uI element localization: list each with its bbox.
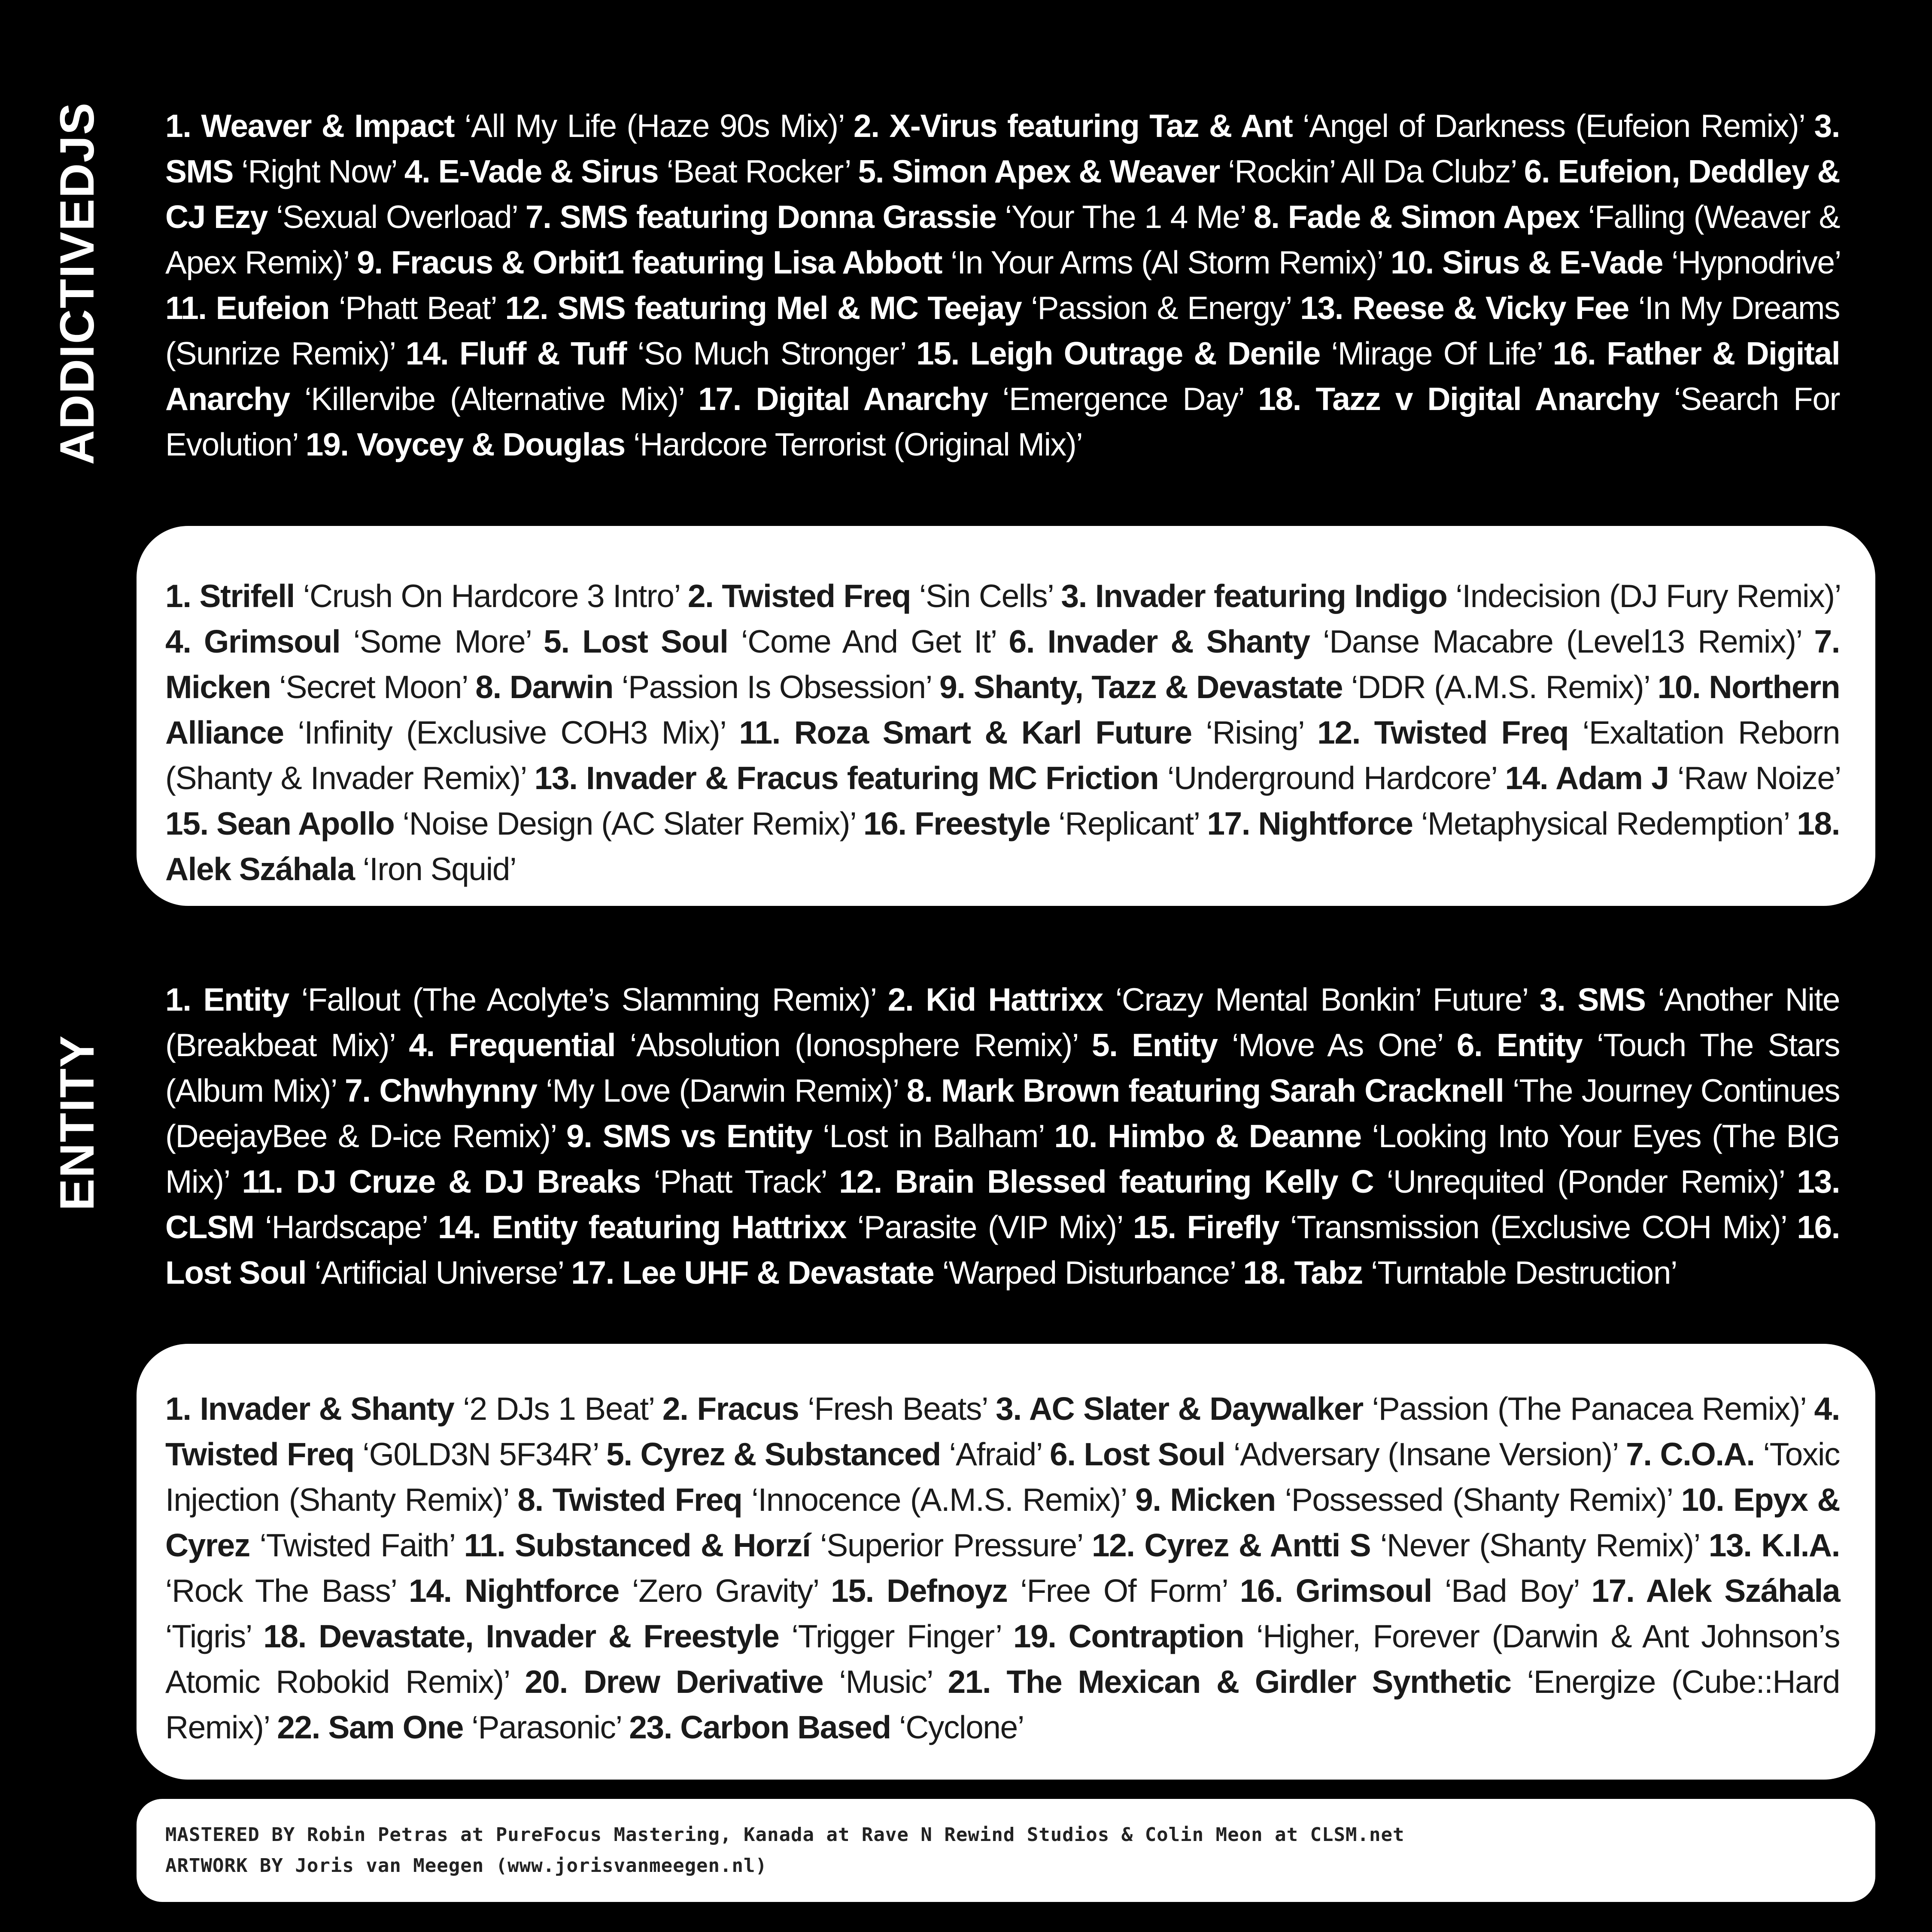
track-artist: 11. Roza Smart & Karl Future [739, 714, 1192, 750]
track-title: ‘Phatt Beat’ [339, 290, 496, 326]
track-title: ‘2 DJs 1 Beat’ [463, 1391, 653, 1427]
track-artist: 12. Twisted Freq [1317, 714, 1569, 750]
track-artist: 2. Fracus [662, 1391, 799, 1427]
track-title: ‘Noise Design (AC Slater Remix)’ [402, 805, 855, 841]
track-artist: 18. Devastate, Invader & Freestyle [263, 1618, 779, 1654]
track-title: ‘Free Of Form’ [1020, 1573, 1227, 1609]
track-item [438, 1209, 1122, 1245]
track-item [839, 1163, 1784, 1200]
track-title: ‘Fresh Beats’ [808, 1391, 987, 1427]
track-item [1135, 1482, 1672, 1518]
track-item [858, 153, 1516, 189]
track-title: ‘Danse Macabre (Level13 Remix)’ [1323, 623, 1801, 659]
track-item [165, 578, 679, 614]
track-title: ‘Fallout (The Acolyte’s Slamming Remix)’ [301, 981, 875, 1018]
track-artist: 11. Substanced & Horzí [464, 1527, 811, 1563]
track-title: ‘Passion (The Panacea Remix)’ [1372, 1391, 1805, 1427]
track-title: ‘My Love (Darwin Remix)’ [546, 1072, 898, 1109]
track-artist: 16. Father & Digital Anarchy [165, 335, 1840, 417]
track-item [1207, 805, 1789, 841]
track-item [1391, 244, 1840, 280]
track-artist: 16. Lost Soul [165, 1209, 1840, 1291]
track-item [566, 1118, 1043, 1154]
track-item [517, 1482, 1126, 1518]
tracklist-addictivedjs [165, 103, 1840, 467]
track-title: ‘Music’ [839, 1664, 932, 1700]
track-item [662, 1391, 987, 1427]
track-title: ‘The Journey Continues (DeejayBee & D-ice Remix)’ [165, 1072, 1840, 1154]
track-title: ‘Come And Get It’ [741, 623, 996, 659]
track-artist: 15. Leigh Outrage & Denile [916, 335, 1320, 371]
track-artist: 18. Tazz v Digital Anarchy [1258, 381, 1659, 417]
tracklist-shanty [165, 1386, 1840, 1750]
track-artist: 13. Invader & Fracus featuring MC Friction [534, 760, 1159, 796]
track-title: ‘Crazy Mental Bonkin’ Future’ [1115, 981, 1527, 1018]
track-title: ‘Possessed (Shanty Remix)’ [1285, 1482, 1672, 1518]
track-item [916, 335, 1542, 371]
track-title: ‘Turntable Destruction’ [1371, 1255, 1677, 1291]
track-title: ‘Looking Into Your Eyes (The BIG Mix)’ [165, 1118, 1840, 1200]
track-title: ‘Underground Hardcore’ [1167, 760, 1496, 796]
track-title: ‘Bad Boy’ [1445, 1573, 1579, 1609]
credit-artwork: ARTWORK BY Joris van Meegen (www.jorisvanmeegen.nl) [165, 1855, 768, 1877]
track-artist: 13. CLSM [165, 1163, 1840, 1245]
track-item [1243, 1255, 1677, 1291]
track-title: ‘Raw Noize’ [1677, 760, 1840, 796]
track-title: ‘Absolution (Ionosphere Remix)’ [629, 1027, 1078, 1063]
track-item [1009, 623, 1801, 659]
track-artist: 4. Grimsoul [165, 623, 340, 659]
track-item [698, 381, 1243, 417]
track-title: ‘Beat Rocker’ [666, 153, 850, 189]
track-item [409, 1573, 818, 1609]
track-artist: 14. Nightforce [408, 1573, 619, 1609]
track-title: ‘G0LD3N 5F34R’ [362, 1436, 598, 1472]
track-artist: 1. Entity [165, 981, 289, 1018]
track-title: ‘Search For Evolution’ [165, 381, 1840, 462]
track-item [464, 1527, 1082, 1563]
track-item [526, 199, 1245, 235]
track-item [606, 1436, 1041, 1472]
track-title: ‘Touch The Stars (Album Mix)’ [165, 1027, 1840, 1109]
track-artist: 10. Northern Alliance [165, 669, 1840, 750]
track-item [1092, 1527, 1699, 1563]
track-item [939, 669, 1649, 705]
track-artist: 1. Weaver & Impact [165, 108, 455, 144]
track-item [242, 1163, 826, 1200]
track-item [1505, 760, 1840, 796]
track-artist: 21. The Mexican & Girdler Synthetic [948, 1664, 1511, 1700]
track-artist: 18. Alek Száhala [165, 805, 1840, 887]
track-artist: 15. Defnoyz [831, 1573, 1008, 1609]
track-title: ‘Your The 1 4 Me’ [1005, 199, 1245, 235]
track-item [1240, 1573, 1579, 1609]
track-item [165, 981, 875, 1018]
track-item [406, 335, 905, 371]
track-artist: 4. E-Vade & Sirus [404, 153, 659, 189]
track-artist: 19. Contraption [1013, 1618, 1244, 1654]
track-artist: 1. Strifell [165, 578, 295, 614]
track-artist: 2. Twisted Freq [687, 578, 911, 614]
track-title: ‘Passion & Energy’ [1031, 290, 1291, 326]
track-item [854, 108, 1804, 144]
track-artist: 3. SMS [165, 108, 1840, 189]
track-artist: 3. Invader featuring Indigo [1061, 578, 1447, 614]
track-title: ‘So Much Stronger’ [637, 335, 905, 371]
track-title: ‘Indecision (DJ Fury Remix)’ [1455, 578, 1840, 614]
track-artist: 9. SMS vs Entity [566, 1118, 812, 1154]
credits-box [137, 1799, 1875, 1902]
track-title: ‘Zero Gravity’ [632, 1573, 818, 1609]
track-artist: 6. Entity [1456, 1027, 1583, 1063]
track-item [505, 290, 1291, 326]
track-title: ‘Hypnodrive’ [1671, 244, 1840, 280]
track-item [888, 981, 1527, 1018]
track-artist: 12. Brain Blessed featuring Kelly C [839, 1163, 1374, 1200]
track-artist: 10. Himbo & Deanne [1054, 1118, 1361, 1154]
track-artist: 17. Nightforce [1207, 805, 1413, 841]
track-title: ‘Twisted Faith’ [259, 1527, 454, 1563]
track-item [165, 623, 531, 659]
track-artist: 17. Alek Száhala [1591, 1573, 1840, 1609]
track-artist: 15. Sean Apollo [165, 805, 395, 841]
track-item [1050, 1436, 1617, 1472]
track-artist: 2. X-Virus featuring Taz & Ant [853, 108, 1293, 144]
track-artist: 17. Lee UHF & Devastate [571, 1255, 934, 1291]
track-artist: 23. Carbon Based [629, 1709, 891, 1745]
track-title: ‘Toxic Injection (Shanty Remix)’ [165, 1436, 1840, 1518]
track-artist: 6. Invader & Shanty [1009, 623, 1310, 659]
track-artist: 19. Voycey & Douglas [305, 426, 625, 462]
track-title: ‘Superior Pressure’ [820, 1527, 1082, 1563]
track-artist: 11. DJ Cruze & DJ Breaks [242, 1163, 641, 1200]
track-item [165, 290, 496, 326]
track-title: ‘Lost in Balham’ [823, 1118, 1044, 1154]
track-title: ‘Tigris’ [165, 1618, 251, 1654]
track-title: ‘Hardcore Terrorist (Original Mix)’ [633, 426, 1083, 462]
track-title: ‘Move As One’ [1232, 1027, 1443, 1063]
track-title: ‘Transmission (Exclusive COH Mix)’ [1290, 1209, 1786, 1245]
track-title: ‘Sin Cells’ [919, 578, 1053, 614]
track-artist: 10. Epyx & Cyrez [165, 1482, 1840, 1563]
track-artist: 8. Twisted Freq [517, 1482, 742, 1518]
tracklist-page: ADDICTIVEDJS 1. Weaver & Impact ‘All My Life (Haze 90s Mix)’ 2. X-Virus featuring Taz & Ant ‘Angel of Darkness (Eufeion Remix)’ 3. SMS ‘Right Now’ 4. E-Vade & Sirus ‘Beat Rocker’ 5. Simon Apex & Weaver ‘Rockin’ All Da Clubz’ 6. Eufeion, Deddley & CJ Ezy ‘Sexual Overload’ 7. SMS featuring Donna Grassie ‘Your The 1 4 Me’ 8. Fade & Simon Apex ‘Falling (Weaver & Apex Remix)’ 9. Fracus & Orbit1 featuring Lisa Abbott ‘In Your Arms (Al Storm Remix)’ 10. Sirus & E-Vade ‘Hypnodrive’ 11. Eufeion ‘Phatt Beat’ 12. SMS featuring Mel & MC Teejay ‘Passion & Energy’ 13. Reese & Vicky Fee ‘In My Dreams (Sunrize Remix)’ 14. Fluff & Tuff ‘So Much Stronger’ 15. Leigh Outrage & Denile ‘Mirage Of Life’ 16. Father & Digital Anarchy ‘Killervibe (Alternative Mix)’ 17. Digital Anarchy ‘Emergence Day’ 18. Tazz v Digital Anarchy ‘Search For Evolution’ 19. Voycey & Douglas ‘Hardcore Terrorist (Original Mix)’ INVADER 1. Strifell ‘Crush On Hardcore 3 Intro’ 2. Twisted Freq ‘Sin Cells’ 3. Invader featuring Indigo ‘Indecision (DJ Fury Remix)’ 4. Grimsoul ‘Some More’ 5. Lost Soul ‘Come And Get It’ 6. Invader & Shanty ‘Danse Macabre (Level13 Remix)’ 7. Micken ‘Secret Moon’ 8. Darwin ‘Passion Is Obsession’ 9. Shanty, Tazz & Devastate ‘DDR (A.M.S. Remix)’ 10. Northern Alliance ‘Infinity (Exclusive COH3 Mix)’ 11. Roza Smart & Karl Future ‘Rising’ 12. Twisted Freq ‘Exaltation Reborn (Shanty & Invader Remix)’ 13. Invader & Fracus featuring MC Friction ‘Underground Hardcore’ 14. Adam J ‘Raw Noize’ 15. Sean Apollo ‘Noise Design (AC Slater Remix)’ 16. Freestyle ‘Replicant’ 17. Nightforce ‘Metaphysical Redemption’ 18. Alek Száhala ‘Iron Squid’ ENTITY 1. Entity ‘Fallout (The Acolyte’s Slamming Remix)’ 2. Kid Hattrixx ‘Crazy Mental Bonkin’ Future’ 3. SMS ‘Another Nite (Breakbeat Mix)’ 4. Frequential ‘Absolution (Ionosphere Remix)’ 5. Entity ‘Move As One’ 6. Entity ‘Touch The Stars (Album Mix)’ 7. Chwhynny ‘My Love (Darwin Remix)’ 8. Mark Brown featuring Sarah Cracknell ‘The Journey Continues (DeejayBee & D-ice Remix)’ 9. SMS vs Entity ‘Lost in Balham’ 10. Himbo & Deanne ‘Looking Into Your Eyes (The BIG Mix)’ 11. DJ Cruze & DJ Breaks ‘Phatt Track’ 12. Brain Blessed featuring Kelly C ‘Unrequited (Ponder Remix)’ 13. CLSM ‘Hardscape’ 14. Entity featuring Hattrixx ‘Parasite (VIP Mix)’ 15. Firefly ‘Transmission (Exclusive COH Mix)’ 16. Lost Soul ‘Artificial Universe’ 17. Lee UHF & Devastate ‘Warped Disturbance’ 18. Tabz ‘Turntable Destruction’ SHANTY 1. Invader & Shanty ‘2 DJs 1 Beat’ 2. Fracus ‘Fresh Beats’ 3. AC Slater & Daywalker ‘Passion (The Panacea Remix)’ 4. Twisted Freq ‘G0LD3N 5F34R’ 5. Cyrez & Substanced ‘Afraid’ 6. Lost Soul ‘Adversary (Insane Version)’ 7. C.O.A. ‘Toxic Injection (Shanty Remix)’ 8. Twisted Freq ‘Innocence (A.M.S. Remix)’ 9. Micken ‘Possessed (Shanty Remix)’ 10. Epyx & Cyrez ‘Twisted Faith’ 11. Substanced & Horzí ‘Superior Pressure’ 12. Cyrez & Antti S ‘Never (Shanty Remix)’ 13. K.I.A. ‘Rock The Bass’ 14. Nightforce ‘Zero Gravity’ 15. Defnoyz ‘Free Of Form’ 16. Grimsoul ‘Bad Boy’ 17. Alek Száhala ‘Tigris’ 18. Devastate, Invader & Freestyle ‘Trigger Finger’ 19. Contraption ‘Higher, Forever (Darwin & Ant Johnson’s Atomic Robokid Remix)’ 20. Drew Derivative ‘Music’ 21. The Mexican & Girdler Synthetic ‘Energize (Cube::Hard Remix)’ 22. Sam One ‘Parasonic’ 23. Carbon Based ‘Cyclone’ MASTERED BY Robin Petras at PureFocus Mastering, Kanada at Rave N Rewind Studios & Colin Meon at CLSM.net ARTWORK BY Joris van Meegen (www.jorisvanmeegen.nl) [0, 0, 1932, 1932]
track-title: ‘Never (Shanty Remix)’ [1380, 1527, 1699, 1563]
track-title: ‘Right Now’ [241, 153, 396, 189]
track-artist: 7. Chwhynny [345, 1072, 537, 1109]
track-artist: 9. Fracus & Orbit1 featuring Lisa Abbott [357, 244, 942, 280]
track-item [277, 1709, 621, 1745]
track-title: ‘Rock The Bass’ [165, 1573, 396, 1609]
track-item [996, 1391, 1805, 1427]
track-artist: 13. K.I.A. [1708, 1527, 1840, 1563]
track-title: ‘Energize (Cube::Hard Remix)’ [165, 1664, 1840, 1745]
track-artist: 13. Reese & Vicky Fee [1300, 290, 1629, 326]
track-item [165, 805, 855, 841]
track-artist: 6. Eufeion, Deddley & CJ Ezy [165, 153, 1840, 235]
track-title: ‘Parasite (VIP Mix)’ [857, 1209, 1122, 1245]
track-title: ‘Another Nite (Breakbeat Mix)’ [165, 981, 1840, 1063]
track-artist: 12. SMS featuring Mel & MC Teejay [505, 290, 1022, 326]
track-item [165, 1391, 653, 1427]
track-artist: 3. SMS [1539, 981, 1646, 1018]
track-title: ‘Mirage Of Life’ [1331, 335, 1542, 371]
track-artist: 7. SMS featuring Donna Grassie [525, 199, 996, 235]
track-title: ‘Higher, Forever (Darwin & Ant Johnson’s Atomic Robokid Remix)’ [165, 1618, 1840, 1700]
track-artist: 17. Digital Anarchy [698, 381, 988, 417]
track-artist: 12. Cyrez & Antti S [1091, 1527, 1371, 1563]
track-artist: 10. Sirus & E-Vade [1391, 244, 1663, 280]
track-artist: 20. Drew Derivative [525, 1664, 823, 1700]
track-artist: 7. Micken [165, 623, 1840, 705]
track-item [1092, 1027, 1442, 1063]
track-item [306, 426, 1083, 462]
track-item [404, 153, 850, 189]
track-title: ‘Falling (Weaver & Apex Remix)’ [165, 199, 1840, 280]
track-title: ‘Passion Is Obsession’ [621, 669, 931, 705]
track-title: ‘Replicant’ [1058, 805, 1199, 841]
track-artist: 8. Mark Brown featuring Sarah Cracknell [906, 1072, 1504, 1109]
track-title: ‘Cyclone’ [899, 1709, 1024, 1745]
track-item [1061, 578, 1840, 614]
track-title: ‘Secret Moon’ [279, 669, 467, 705]
track-title: ‘Afraid’ [949, 1436, 1042, 1472]
track-title: ‘Phatt Track’ [653, 1163, 826, 1200]
track-artist: 16. Grimsoul [1239, 1573, 1432, 1609]
track-item [831, 1573, 1227, 1609]
track-title: ‘Crush On Hardcore 3 Intro’ [303, 578, 679, 614]
track-title: ‘Warped Disturbance’ [942, 1255, 1235, 1291]
track-artist: 11. Eufeion [165, 290, 330, 326]
track-title: ‘DDR (A.M.S. Remix)’ [1351, 669, 1649, 705]
track-artist: 9. Shanty, Tazz & Devastate [939, 669, 1343, 705]
track-title: ‘Hardscape’ [265, 1209, 427, 1245]
track-artist: 22. Sam One [277, 1709, 463, 1745]
track-item [475, 669, 931, 705]
track-artist: 2. Kid Hattrixx [887, 981, 1103, 1018]
track-title: ‘Artificial Universe’ [314, 1255, 563, 1291]
credit-mastered: MASTERED BY Robin Petras at PureFocus Mastering, Kanada at Rave N Rewind Studios & Colin Meon at CLSM.net [165, 1824, 1405, 1846]
track-artist: 1. Invader & Shanty [165, 1391, 454, 1427]
track-title: ‘Metaphysical Redemption’ [1421, 805, 1789, 841]
track-title: ‘Some More’ [353, 623, 531, 659]
track-title: ‘Parasonic’ [471, 1709, 621, 1745]
track-artist: 9. Micken [1135, 1482, 1276, 1518]
track-artist: 3. AC Slater & Daywalker [996, 1391, 1363, 1427]
track-item [263, 1618, 1001, 1654]
track-title: ‘Killervibe (Alternative Mix)’ [304, 381, 683, 417]
track-title: ‘Innocence (A.M.S. Remix)’ [751, 1482, 1126, 1518]
track-title: ‘Infinity (Exclusive COH3 Mix)’ [298, 714, 725, 750]
track-artist: 5. Cyrez & Substanced [606, 1436, 941, 1472]
track-item [165, 108, 843, 144]
track-title: ‘Emergence Day’ [1002, 381, 1243, 417]
track-item [863, 805, 1199, 841]
track-artist: 7. C.O.A. [1626, 1436, 1755, 1472]
track-item [739, 714, 1303, 750]
track-title: ‘Trigger Finger’ [791, 1618, 1001, 1654]
track-item [357, 244, 1382, 280]
track-title: ‘Iron Squid’ [362, 851, 516, 887]
track-artist: 18. Tabz [1243, 1255, 1363, 1291]
track-title: ‘Sexual Overload’ [276, 199, 517, 235]
track-item [571, 1255, 1235, 1291]
track-item [409, 1027, 1077, 1063]
track-artist: 8. Darwin [475, 669, 613, 705]
track-artist: 5. Lost Soul [544, 623, 728, 659]
track-title: ‘All My Life (Haze 90s Mix)’ [464, 108, 844, 144]
track-item [688, 578, 1053, 614]
track-item [629, 1709, 1024, 1745]
tracklist-entity [165, 977, 1840, 1295]
tracklist-invader [165, 573, 1840, 892]
track-artist: 8. Fade & Simon Apex [1253, 199, 1580, 235]
track-title: ‘In Your Arms (Al Storm Remix)’ [951, 244, 1382, 280]
track-title: ‘Adversary (Insane Version)’ [1233, 1436, 1618, 1472]
track-artist: 14. Entity featuring Hattrixx [437, 1209, 846, 1245]
track-artist: 5. Entity [1091, 1027, 1218, 1063]
track-artist: 4. Frequential [409, 1027, 616, 1063]
track-item [544, 623, 996, 659]
track-artist: 15. Firefly [1133, 1209, 1279, 1245]
track-title: ‘In My Dreams (Sunrize Remix)’ [165, 290, 1840, 371]
track-artist: 5. Simon Apex & Weaver [858, 153, 1220, 189]
track-artist: 4. Twisted Freq [165, 1391, 1840, 1472]
track-title: ‘Rising’ [1206, 714, 1303, 750]
track-artist: 6. Lost Soul [1050, 1436, 1225, 1472]
track-title: ‘Unrequited (Ponder Remix)’ [1386, 1163, 1784, 1200]
track-title: ‘Rockin’ All Da Clubz’ [1228, 153, 1516, 189]
track-item [535, 760, 1496, 796]
track-item [345, 1072, 898, 1109]
track-artist: 16. Freestyle [863, 805, 1050, 841]
track-item [1133, 1209, 1786, 1245]
track-title: ‘Exaltation Reborn (Shanty & Invader Remix)’ [165, 714, 1840, 796]
track-artist: 14. Adam J [1505, 760, 1669, 796]
track-artist: 14. Fluff & Tuff [405, 335, 627, 371]
track-item [525, 1664, 932, 1700]
track-title: ‘Angel of Darkness (Eufeion Remix)’ [1303, 108, 1804, 144]
